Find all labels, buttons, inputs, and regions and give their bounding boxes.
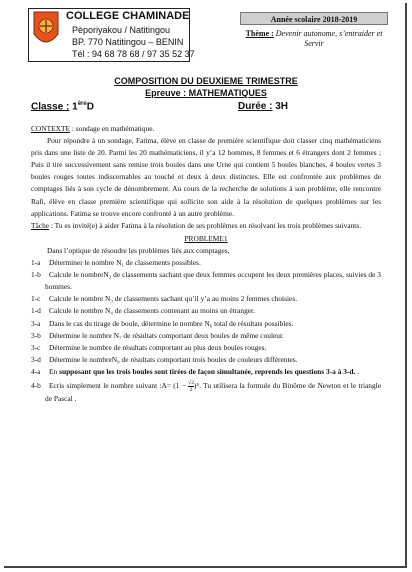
duration-value: 3H xyxy=(275,101,289,112)
question-text-bold: supposant que les trois boules sont tirées de façon simultanée, reprends les questions 3-a à 3-d. xyxy=(59,366,356,376)
class-label: Classe : xyxy=(31,101,70,113)
class-value: 1 xyxy=(72,101,78,113)
fraction-denominator: 2 xyxy=(189,386,193,393)
formula-post: )⁵. Tu utilisera la formule du Binôme de Newton et le triangle de Pascal . xyxy=(45,381,382,403)
question-number: 4-a xyxy=(31,366,41,376)
exam-subject xyxy=(0,88,412,98)
school-year-badge: Année scolaire 2018-2019 xyxy=(240,12,388,25)
question-text: Calcule le nombreN₂ de classements sachant que deux femmes occupent les deux premières places, suivies de 3 hommes. xyxy=(45,270,381,292)
school-logo-icon xyxy=(32,10,60,50)
question-item xyxy=(31,366,381,378)
question-number: 4-b xyxy=(31,380,41,390)
question-number: 3-d xyxy=(31,354,41,364)
problem1-title: PROBLEME1 xyxy=(184,233,228,243)
class-sup: ère xyxy=(77,101,87,107)
theme-text: Devenir autonome, s’entraider et Servir xyxy=(275,29,383,48)
question-text: Détermine le nombre N₇ de résultats comportant deux boules de même couleur. xyxy=(49,330,284,340)
question-number: 1-a xyxy=(31,258,41,268)
question-number: 1-c xyxy=(31,294,41,304)
question-text-pre: En xyxy=(49,366,58,376)
question-number: 3-a xyxy=(31,318,41,328)
question-item xyxy=(31,342,381,354)
fraction-numerator: √2 xyxy=(188,379,195,386)
question-item xyxy=(31,293,381,305)
class-suffix: D xyxy=(86,101,94,113)
school-name: COLLEGE CHAMINADE xyxy=(66,10,190,22)
context-lead: : sondage en mathématique. xyxy=(70,124,155,133)
duration-label: Durée : xyxy=(238,101,273,112)
subject-value: MATHEMATIQUES xyxy=(188,88,267,98)
question-text: Calcule le nombre N₄ de classements contenant au moins un étranger. xyxy=(49,306,255,316)
question-number: 1-b xyxy=(31,270,41,280)
question-item xyxy=(31,257,381,269)
question-text: Détermine le nombre de résultats comportant au plus deux boules rouges. xyxy=(49,342,267,352)
question-item xyxy=(31,318,381,330)
subject-label: Epreuve : xyxy=(145,88,187,98)
context-paragraph: Pour répondre à un sondage, Fatima, élève en classe de première scientifique doit classer cinq mathématiciens pris dans une liste de 20. Parmi les 20 mathématiciens, il y’a 12 hommes, 8 femmes et 6 étrangers dont 2 femmes ; Puis il tire successivement sans remise trois boules dans une Urne qui contient 5 boules blanches, 4 boules vertes 3 boules rouges toutes indiscernables au touché et deux à deux distinctes. Elle est confrontée aux problèmes de comptages liés à son cycle de dénombrement. Au cours de la recherche de solutions à son problème, elle rencontre Rafi, élève en classe première scientifique qui sollicite son aide à la résolution de quelques problèmes sur les applications. Fatima se trouve encore confronté à un autre problème. xyxy=(31,136,381,218)
question-number: 1-d xyxy=(31,306,41,316)
question-text: Détermine le nombreN₈ de résultats comportant trois boules de couleurs différentes. xyxy=(49,354,298,364)
school-phone: Tél : 94 68 78 68 / 97 35 52 37 xyxy=(72,49,195,59)
school-location: Pèporiyakou / Natitingou xyxy=(72,25,171,35)
problem1-intro: Dans l’optique de résoudre les problèmes liés aux comptages, xyxy=(47,245,230,255)
context-line xyxy=(31,123,381,135)
question-number: 3-c xyxy=(31,342,41,352)
task-text: : Tu es invité(e) à aider Fatima à la résolution de ses problèmes en résolvant les trois problèmes suivants. xyxy=(49,220,362,230)
question-text: Calcule le nombre N₃ de classements sachant qu’il y’a au moins 2 femmes choisies. xyxy=(49,294,298,304)
question-item xyxy=(31,330,381,342)
duration-info xyxy=(238,101,288,112)
question-item xyxy=(31,380,381,405)
formula-pre: Ecris simplement le nombre suivant :A= (1 − xyxy=(49,381,189,391)
question-text: Dans le cas du tirage de boule, détermine le nombre N₆ total de résultats possibles. xyxy=(49,318,294,328)
question-number: 3-b xyxy=(31,330,41,340)
exam-body xyxy=(31,123,381,405)
task-line xyxy=(31,220,381,232)
exam-title: COMPOSITION DU DEUXIEME TRIMESTRE xyxy=(114,76,298,86)
context-label: CONTEXTE xyxy=(31,124,70,133)
question-item xyxy=(31,269,381,293)
question-text-post: . xyxy=(355,366,360,376)
class-info xyxy=(31,101,94,112)
question-item xyxy=(31,354,381,366)
task-label: Tâche xyxy=(31,220,50,230)
question-text: Déterminer le nombre N₁ de classements possibles. xyxy=(49,258,201,268)
school-address: BP. 770 Natitingou – BENIN xyxy=(72,37,184,47)
question-item xyxy=(31,305,381,317)
theme xyxy=(240,29,388,49)
theme-label: Thème : xyxy=(245,29,274,38)
